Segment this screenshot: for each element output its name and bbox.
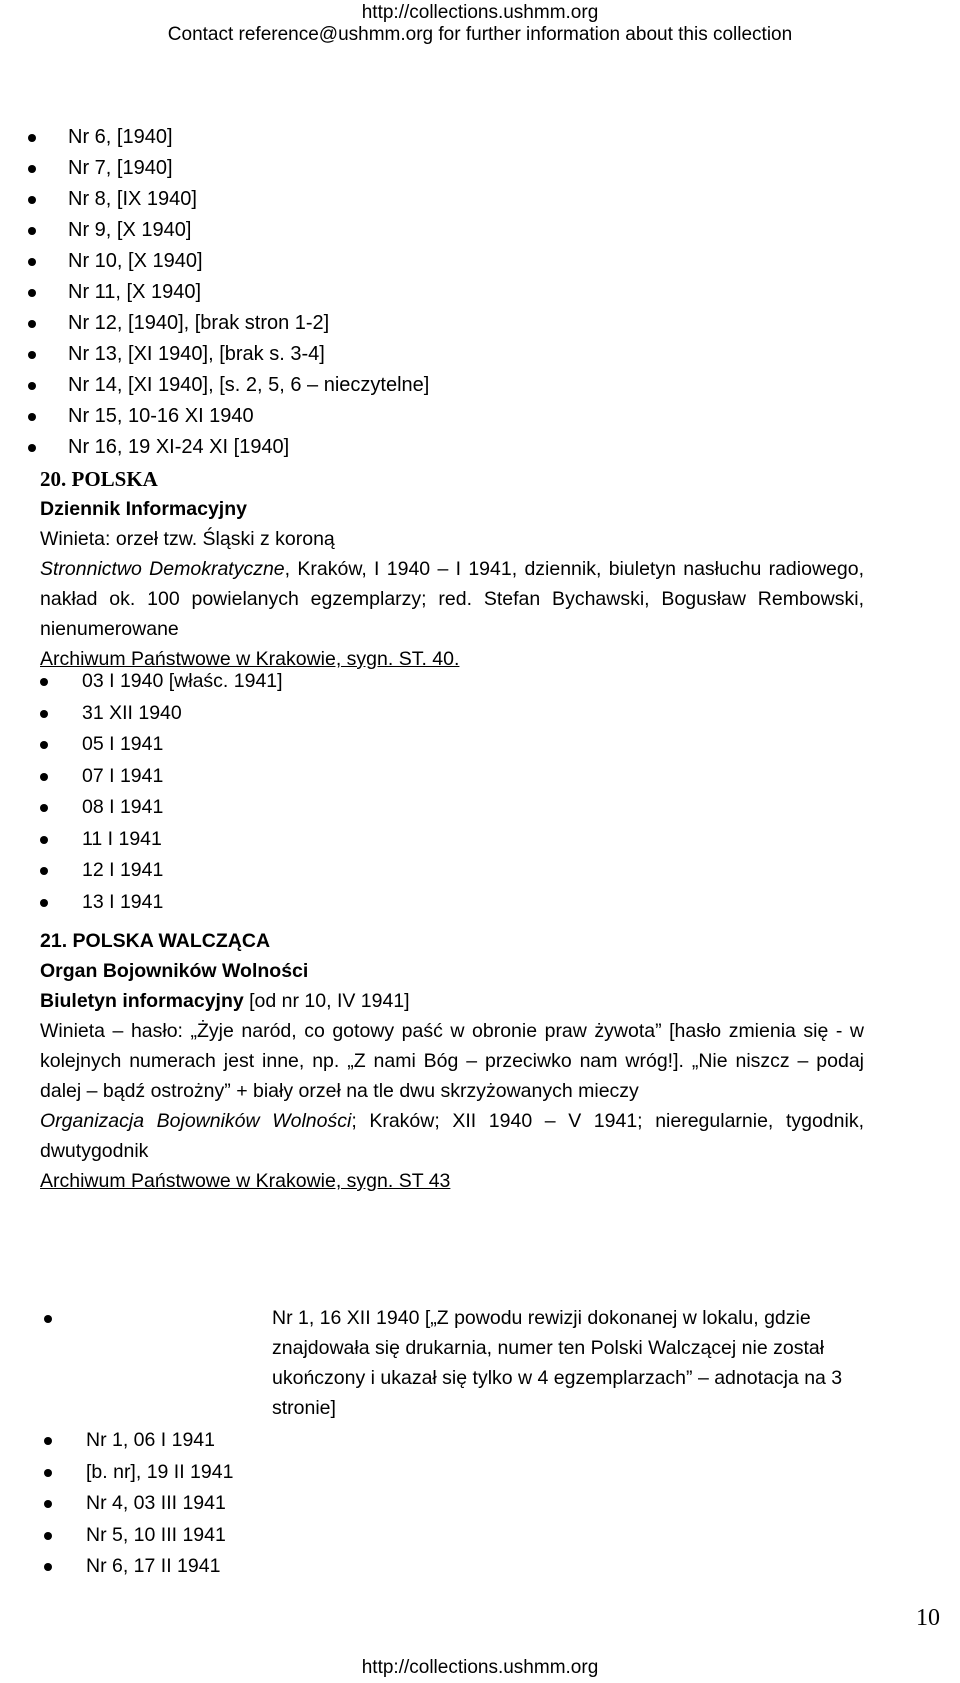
entry-21-bulletin <box>40 986 864 1016</box>
entry-20-subtitle: Dziennik Informacyjny <box>40 498 247 520</box>
page-number: 10 <box>916 1605 940 1631</box>
list-item: Nr 7, [1940] <box>28 153 429 184</box>
list-item: Nr 16, 19 XI-24 XI [1940] <box>28 432 429 463</box>
list-item: Nr 9, [X 1940] <box>28 215 429 246</box>
entry-20-winieta: Winieta: orzeł tzw. Śląski z koroną <box>40 528 335 550</box>
list-item: 11 I 1941 <box>40 824 283 856</box>
list-item: Nr 15, 10-16 XI 1940 <box>28 401 429 432</box>
entry-21-subtitle: Organ Bojowników Wolności <box>40 960 309 982</box>
list-item: Nr 1, 06 I 1941 <box>44 1425 233 1457</box>
list-item: Nr 13, [XI 1940], [brak s. 3-4] <box>28 339 429 370</box>
entry-20-details <box>40 554 864 644</box>
list-item: Nr 6, [1940] <box>28 122 429 153</box>
footer-url[interactable]: http://collections.ushmm.org <box>361 1657 599 1678</box>
list-item: 03 I 1940 [właśc. 1941] <box>40 666 283 698</box>
list-item: Nr 6, 17 II 1941 <box>44 1551 233 1583</box>
entry-20-archive: Archiwum Państwowe w Krakowie, sygn. ST. 40. <box>40 648 460 670</box>
list-item: 05 I 1941 <box>40 729 283 761</box>
entry-21-details <box>40 1106 864 1166</box>
entry-21-bulletin-title: Biuletyn informacyjny <box>40 990 244 1012</box>
entry-21-title: 21. POLSKA WALCZĄCA <box>40 930 271 952</box>
list-item: 08 I 1941 <box>40 792 283 824</box>
entry-21-winieta: Winieta – hasło: „Żyje naród, co gotowy paść w obronie praw żywota” [hasło zmienia się - w kolejnych numerach jest inne, np. „Z nami Bóg – przeciwko nam wróg!]. „Nie niszcz – podaj dalej – bądź ostrożny” + biały orzeł na tle dwu skrzyżowanych mieczy <box>40 1020 864 1102</box>
list-item: Nr 8, [IX 1940] <box>28 184 429 215</box>
list-item: Nr 12, [1940], [brak stron 1-2] <box>28 308 429 339</box>
header-url[interactable]: http://collections.ushmm.org <box>361 2 599 23</box>
list-item: 07 I 1941 <box>40 761 283 793</box>
list-item: 13 I 1941 <box>40 887 283 919</box>
list-item: Nr 4, 03 III 1941 <box>44 1488 233 1520</box>
entry-21-first-issue-text: Nr 1, 16 XII 1940 [„Z powodu rewizji dokonanej w lokalu, gdzie znajdowała się drukarnia, numer ten Polski Walczącej nie został ukończony i ukazał się tylko w 4 egzemplarzach” – adnotacja na 3 stronie] <box>272 1307 843 1419</box>
entry-21-details-text: ; Kraków; XII 1940 – V 1941; nieregularnie, tygodnik, dwutygodnik <box>40 1110 864 1162</box>
entry-21-archive: Archiwum Państwowe w Krakowie, sygn. ST 43 <box>40 1170 451 1192</box>
bullet-icon <box>44 1315 52 1323</box>
list-item: 12 I 1941 <box>40 855 283 887</box>
list-item: Nr 14, [XI 1940], [s. 2, 5, 6 – nieczytelne] <box>28 370 429 401</box>
list-item: 31 XII 1940 <box>40 698 283 730</box>
entry-20-title: 20. POLSKA <box>40 467 158 491</box>
entry-20-publisher: Stronnictwo Demokratyczne <box>40 558 285 580</box>
issue-list-20 <box>40 666 283 918</box>
entry-20 <box>40 464 864 674</box>
entry-21 <box>40 926 864 1196</box>
list-item: Nr 10, [X 1940] <box>28 246 429 277</box>
issue-list-1 <box>28 122 429 463</box>
entry-21-publisher: Organizacja Bojowników Wolności <box>40 1110 352 1132</box>
header-contact[interactable]: Contact reference@ushmm.org for further information about this collection <box>167 24 793 45</box>
list-item: Nr 5, 10 III 1941 <box>44 1520 233 1552</box>
entry-20-details-text: , Kraków, I 1940 – I 1941, dziennik, biuletyn nasłuchu radiowego, nakład ok. 100 powielanych egzemplarzy; red. Stefan Bychawski, Bogusław Rembowski, nienumerowane <box>40 558 864 640</box>
entry-21-bulletin-note: [od nr 10, IV 1941] <box>243 990 410 1012</box>
issue-list-21 <box>44 1425 233 1583</box>
list-item: [b. nr], 19 II 1941 <box>44 1457 233 1489</box>
list-item: Nr 11, [X 1940] <box>28 277 429 308</box>
